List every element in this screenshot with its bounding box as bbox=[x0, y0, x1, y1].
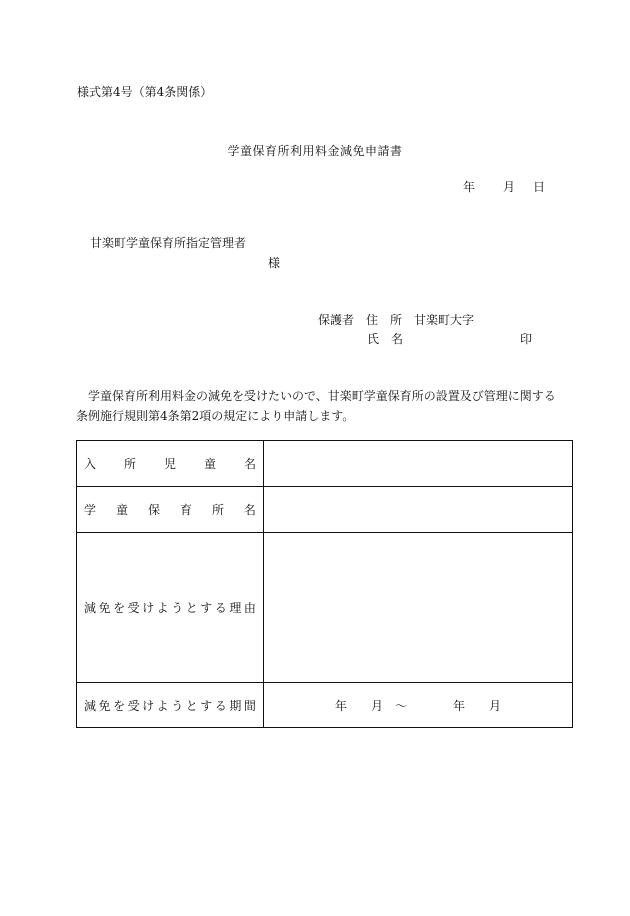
period-start-month: 月 bbox=[370, 698, 383, 713]
application-table bbox=[76, 440, 573, 728]
period-fields bbox=[264, 697, 572, 714]
address-label: 住 所 bbox=[366, 313, 403, 327]
facility-name-input[interactable] bbox=[264, 487, 573, 533]
guardian-name-line bbox=[367, 332, 537, 346]
address-value: 甘楽町大字 bbox=[414, 313, 475, 327]
period-end-year: 年 bbox=[452, 698, 465, 713]
table-row bbox=[77, 441, 573, 487]
table-row bbox=[77, 683, 573, 728]
period-end-month: 月 bbox=[488, 698, 501, 713]
date-year: 年 bbox=[463, 180, 476, 194]
child-name-input[interactable] bbox=[264, 441, 573, 487]
facility-name-label: 学 童 保 育 所 名 bbox=[84, 503, 256, 517]
row-label-cell bbox=[77, 683, 264, 728]
seal-mark: 印 bbox=[519, 332, 532, 346]
table-row bbox=[77, 533, 573, 683]
reason-label: 減 免 を 受 け よ う と す る 理 由 bbox=[84, 601, 256, 615]
row-label-cell bbox=[77, 487, 264, 533]
name-label: 氏 名 bbox=[367, 332, 404, 346]
date-line bbox=[463, 180, 545, 194]
date-day: 日 bbox=[533, 180, 546, 194]
row-label-cell bbox=[77, 441, 264, 487]
form-number: 様式第4号（第4条関係） bbox=[77, 85, 213, 99]
row-label-cell bbox=[77, 533, 264, 683]
period-input[interactable] bbox=[264, 683, 573, 728]
child-name-label: 入 所 児 童 名 bbox=[84, 457, 256, 471]
reason-input[interactable] bbox=[264, 533, 573, 683]
period-start-year: 年 bbox=[334, 698, 347, 713]
application-statement: 学童保育所利用料金の減免を受けたいので、甘楽町学童保育所の設置及び管理に関する条例施行規則第4条第2項の規定により申請します。 bbox=[76, 389, 556, 423]
document-title: 学童保育所利用料金減免申請書 bbox=[227, 144, 403, 158]
date-month: 月 bbox=[503, 180, 516, 194]
guardian-label: 保護者 bbox=[318, 313, 355, 327]
period-tilde: ～ bbox=[394, 698, 407, 713]
period-label: 減 免 を 受 け よ う と す る 期 間 bbox=[84, 698, 256, 713]
guardian-address-line bbox=[318, 313, 474, 327]
recipient-name: 甘楽町学童保育所指定管理者 bbox=[90, 236, 247, 250]
recipient-honorific: 様 bbox=[268, 256, 281, 270]
table-row bbox=[77, 487, 573, 533]
